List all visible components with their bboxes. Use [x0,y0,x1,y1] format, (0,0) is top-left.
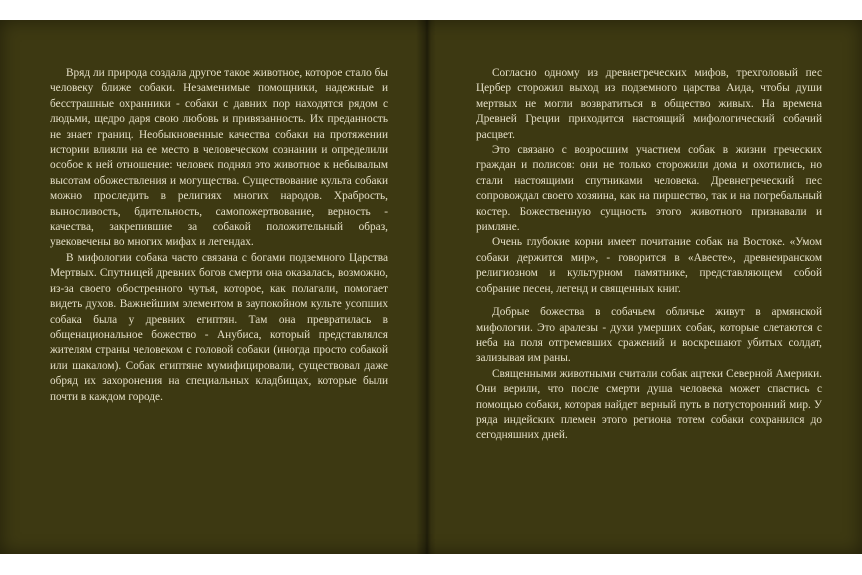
right-paragraph-2: Это связано с возросшим участием собак в жизни греческих граждан и полисов: они не только сторожили дома и охотились, но стали настоящими спутниками человека. Древнегреческий пес сопровождал своего хозяина, как на пиршество, так и на погребальный костер. Божественную сущность этого животного признавали и римляне. [476,144,822,234]
right-paragraph-5: Священными животными считали собак ацтеки Северной Америки. Они верили, что после смерти душа человека может спастись с помощью собаки, которая найдет верный путь в потусторонний мир. У ряда индейских племен этого региона тотем собаки сохранился до сегодняшних дней. [476,367,822,442]
book-gutter [416,20,436,554]
right-paragraph-3: Очень глубокие корни имеет почитание собак на Востоке. «Умом собаки держится мир», - говорится в «Авесте», древнеиранском религиозном и культурном памятнике, представляющем собой собрание песен, легенд и священных книг. [476,236,822,295]
left-paragraph-1: Вряд ли природа создала другое такое животное, которое стало бы человеку ближе собаки. Незаменимые помощники, надежные и бесстрашные охранники - собаки с давних пор находятся рядом с людьми, щедро даря свою любовь и привязанность. Их преданность не знает границ. Необыкновенные качества собаки на протяжении истории влияли на ее место в человеческом сознании и определили особое к ней отношение: человек поднял это животное к небывалым высотам обожествления и могущества. Существование культа собаки можно проследить в религиях многих народов. Храбрость, выносливость, бдительность, самопожертвование, верность - качества, закрепившие за собакой положительный образ, увековечены во многих мифах и легендах. [50,67,388,249]
bottom-margin-strip [0,554,862,575]
left-paragraph-2: В мифологии собака часто связана с богами подземного Царства Мертвых. Спутницей древних богов смерти она оказалась, возможно, из-за своего обостренного чутья, которое, как полагали, помогает видеть духов. Важнейшим элементом в заупокойном культе усопших собака была у древних египтян. Там она превратилась в общенациональное божество - Анубиса, который представлялся жителям страны человеком с головой собаки (иногда просто собакой или шакалом). Собак египтяне мумифицировали, существовал даже обряд их захоронения на специальных кладбищах, которые были почти в каждом городе. [50,251,388,403]
left-page [50,66,388,405]
right-page [476,66,822,444]
top-margin-strip [0,0,862,20]
right-paragraph-4: Добрые божества в собачьем обличье живут в армянской мифологии. Это аралезы - духи умерших собак, которые слетаются с неба на поля отгремевших сражений и воскрешают убитых солдат, зализывая им раны. [476,306,822,365]
right-paragraph-1: Согласно одному из древнегреческих мифов, трехголовый пес Цербер сторожил выход из подземного царства Аида, чтобы души мертвых не могли возвратиться в общество живых. На времена Древней Греции приходится настоящий мифологический собачий расцвет. [476,67,822,141]
